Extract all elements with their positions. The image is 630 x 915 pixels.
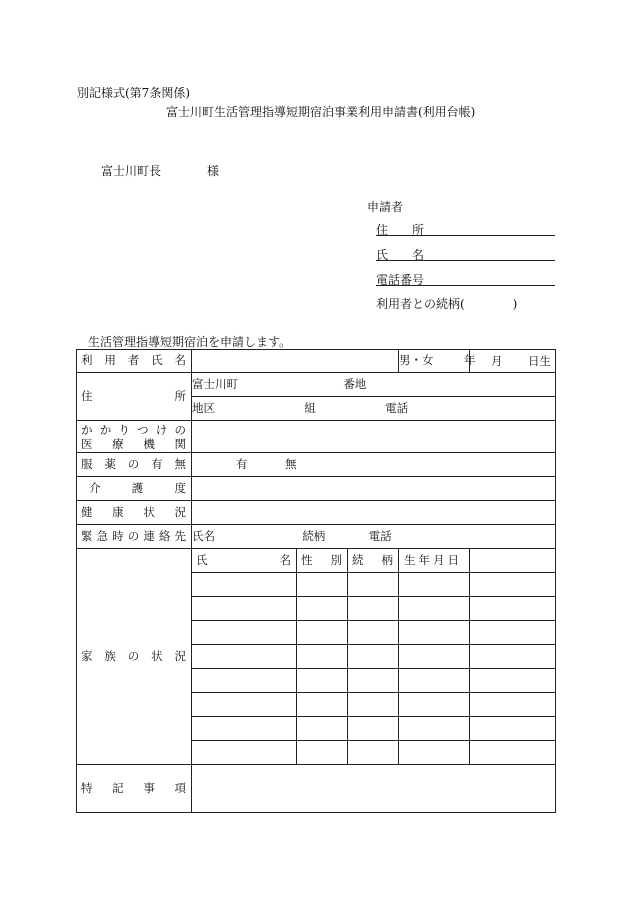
care-level-input[interactable] [192, 477, 556, 501]
applicant-address-field[interactable] [376, 221, 555, 236]
health-input[interactable] [192, 501, 556, 525]
emergency-contact-label: 緊 急 時 の 連 絡 先 [81, 528, 186, 543]
applicant-phone-field[interactable] [376, 271, 555, 286]
addressee-name: 富士川町長 [101, 164, 162, 178]
addressee-suffix: 様 [207, 164, 220, 178]
address-label: 住 所 [81, 388, 186, 403]
medication-selector[interactable]: 有 無 [192, 453, 556, 477]
applicant-relation-field[interactable] [376, 295, 517, 312]
medication-label: 服 薬 の 有 無 [81, 456, 186, 471]
family-header-dob: 生年月日 [399, 549, 470, 573]
applicant-phone-label: 電話番号 [376, 273, 425, 287]
user-name-label: 利 用 者 氏 名 [81, 353, 186, 368]
intro-text: 生活管理指導短期宿泊を申請します。 [88, 335, 292, 349]
doctor-input[interactable] [192, 421, 556, 453]
applicant-label: 申請者 [367, 200, 404, 214]
family-header-relation: 続 柄 [352, 552, 394, 567]
address-line-1[interactable]: 富士川町 番地 [192, 373, 556, 397]
application-form-table [76, 349, 556, 813]
care-level-label: 介 護 度 [89, 480, 186, 495]
address-line-2[interactable]: 地区 組 電話 [192, 397, 556, 421]
applicant-name-field[interactable] [376, 246, 555, 261]
notes-input[interactable] [192, 765, 556, 813]
notes-label: 特 記 事 項 [81, 780, 186, 795]
family-header-name: 氏 名 [196, 552, 291, 567]
applicant-address-label: 住 所 [376, 223, 425, 237]
health-label: 健 康 状 況 [81, 504, 186, 519]
sex-selector[interactable]: 男・女 [399, 350, 470, 373]
applicant-name-label: 氏 名 [376, 248, 425, 262]
doctor-label-line2: 医 療 機 関 [81, 436, 186, 451]
dob-day-label: 日生 [528, 354, 551, 368]
dob-month-label: 月 [491, 354, 503, 368]
form-title: 富士川町生活管理指導短期宿泊事業利用申請書(利用台帳) [166, 105, 476, 119]
family-status-label: 家 族 の 状 況 [81, 648, 186, 663]
emergency-contact-input[interactable]: 氏名 続柄 電話 [192, 525, 556, 549]
doctor-label-line1: か か り つ け の [81, 422, 186, 437]
family-header-sex: 性 別 [301, 552, 342, 567]
dob-year-label: 年 [464, 353, 476, 368]
form-reference: 別記様式(第7条関係) [77, 86, 190, 100]
family-header-extra [470, 549, 556, 573]
user-name-input[interactable] [192, 350, 399, 373]
applicant-relation-label: 利用者との続柄( ) [376, 297, 518, 311]
